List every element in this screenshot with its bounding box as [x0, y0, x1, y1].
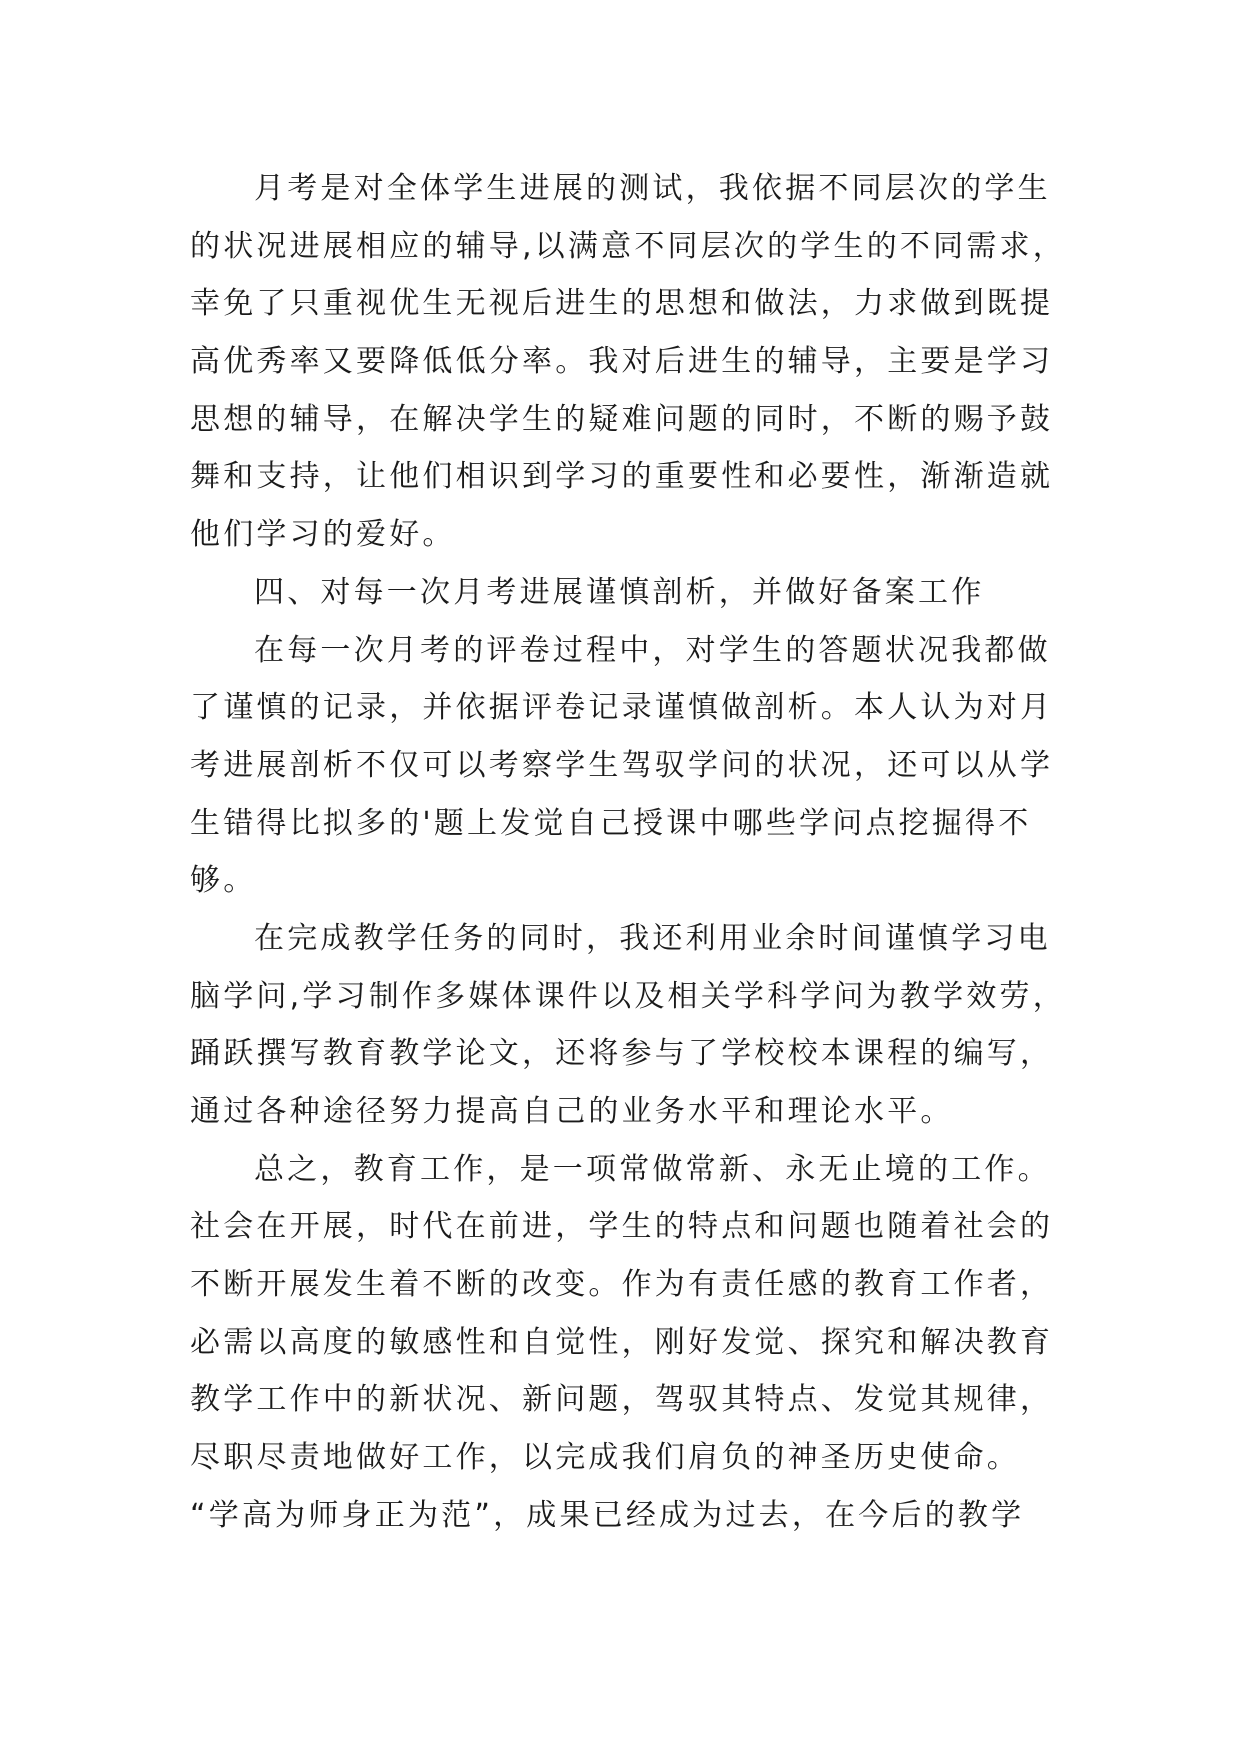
section-heading: 四、对每一次月考进展谨慎剖析，并做好备案工作	[254, 574, 985, 610]
text-line: 高优秀率又要降低低分率。我对后进生的辅导，主要是学习	[190, 344, 1054, 380]
text-line: 了谨慎的记录，并依据评卷记录谨慎做剖析。本人认为对月	[190, 690, 1054, 726]
text-line: “学高为师身正为范”，成果已经成为过去，在今后的教学	[190, 1497, 1025, 1533]
text-line: 他们学习的爱好。	[190, 517, 456, 553]
text-line: 尽职尽责地做好工作，以完成我们肩负的神圣历史使命。	[190, 1440, 1020, 1476]
text-line: 舞和支持，让他们相识到学习的重要性和必要性，渐渐造就	[190, 459, 1054, 495]
text-line: 的状况进展相应的辅导,以满意不同层次的学生的不同需求，	[190, 228, 1066, 264]
text-line: 生错得比拟多的'题上发觉自己授课中哪些学问点挖掘得不	[190, 805, 1032, 841]
text-line: 够。	[190, 863, 257, 899]
text-line: 思想的辅导，在解决学生的疑难问题的同时，不断的赐予鼓	[190, 401, 1054, 437]
text-line: 幸免了只重视优生无视后进生的思想和做法，力求做到既提	[190, 286, 1054, 322]
text-line: 通过各种途径努力提高自己的业务水平和理论水平。	[190, 1094, 954, 1129]
text-line: 总之，教育工作，是一项常做常新、永无止境的工作。	[254, 1151, 1051, 1187]
text-line: 脑学问,学习制作多媒体课件以及相关学科学问为教学效劳，	[190, 978, 1066, 1014]
text-line: 踊跃撰写教育教学论文，还将参与了学校校本课程的编写，	[190, 1036, 1054, 1072]
text-line: 不断开展发生着不断的改变。作为有责任感的教育工作者，	[190, 1267, 1054, 1303]
text-line: 在完成教学任务的同时，我还利用业余时间谨慎学习电	[254, 920, 1051, 956]
text-line: 考进展剖析不仅可以考察学生驾驭学问的状况，还可以从学	[190, 747, 1054, 783]
text-line: 月考是对全体学生进展的测试，我依据不同层次的学生	[254, 171, 1051, 206]
body-text	[190, 160, 1090, 1545]
text-line: 在每一次月考的评卷过程中，对学生的答题状况我都做	[254, 632, 1051, 668]
text-line: 社会在开展，时代在前进，学生的特点和问题也随着社会的	[190, 1209, 1054, 1245]
text-line: 必需以高度的敏感性和自觉性，刚好发觉、探究和解决教育	[190, 1324, 1054, 1360]
text-line: 教学工作中的新状况、新问题，驾驭其特点、发觉其规律，	[190, 1382, 1054, 1418]
